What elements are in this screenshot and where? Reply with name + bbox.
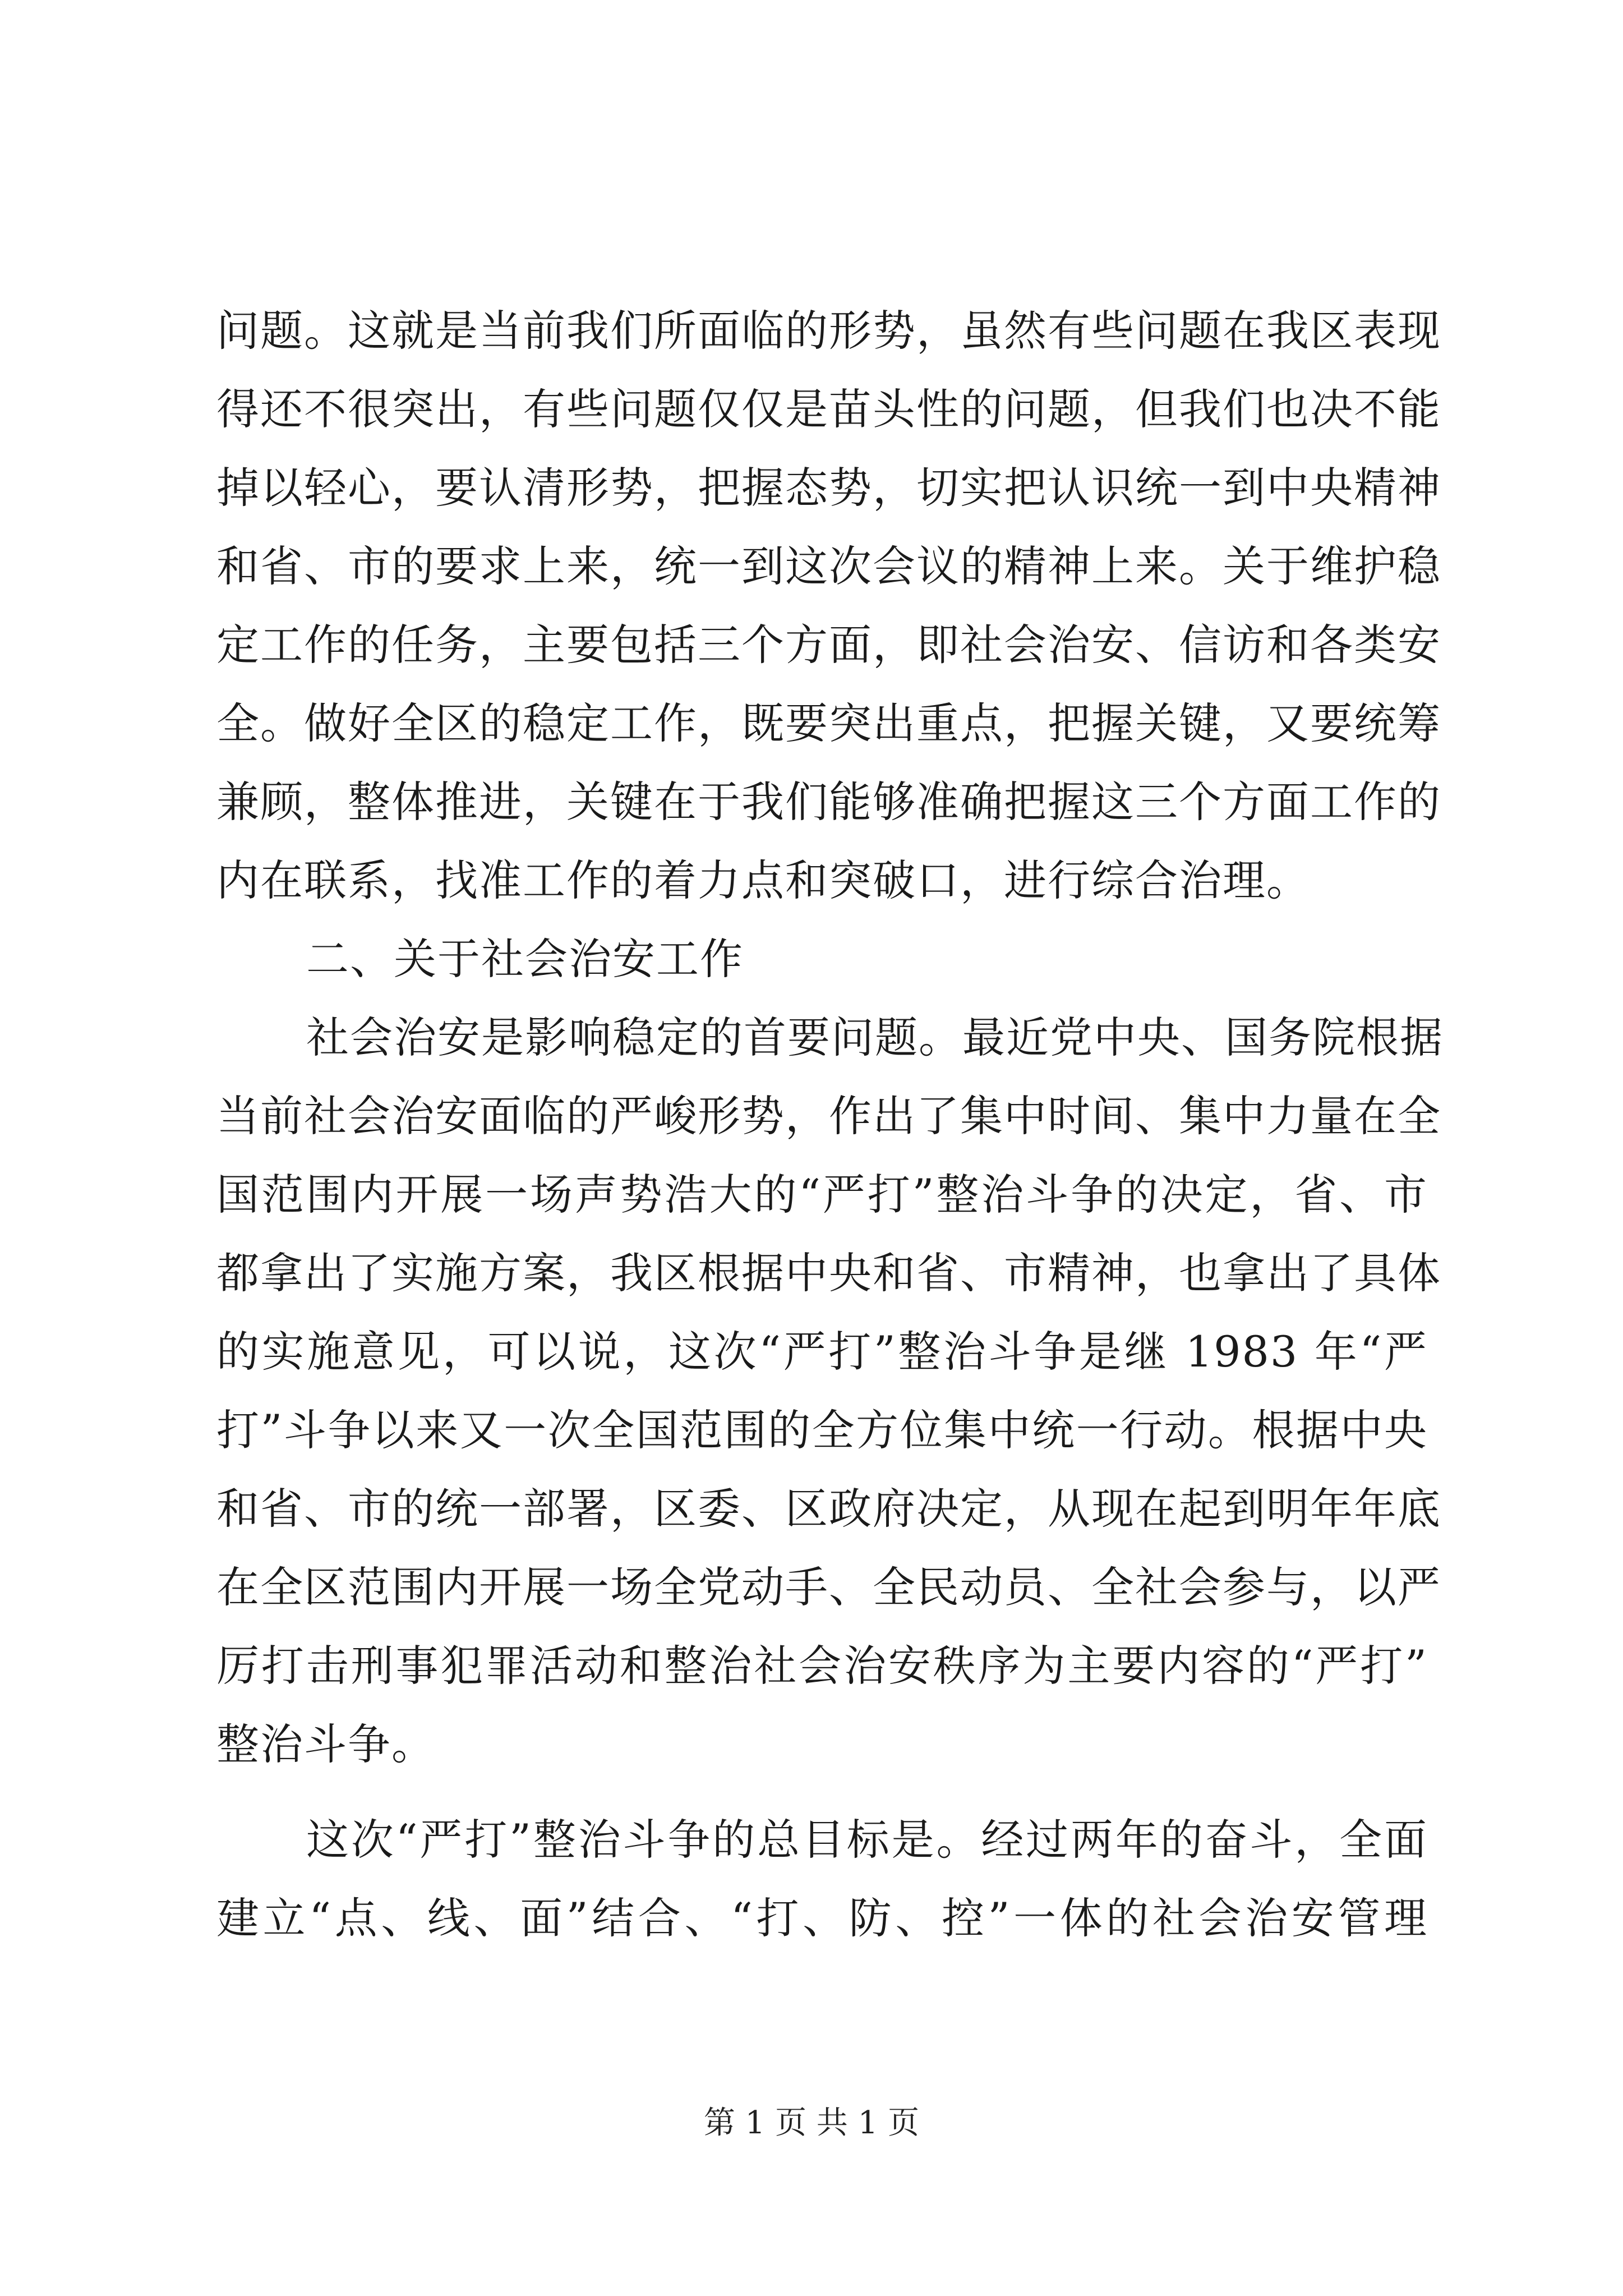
text-line: 当前社会治安面临的严峻形势，作出了集中时间、集中力量在全: [216, 1091, 1441, 1141]
text-line: 内在联系，找准工作的着力点和突破口，进行综合治理。: [216, 855, 1310, 905]
paragraph-gap: [216, 1784, 1428, 1801]
text-line: 全。做好全区的稳定工作，既要突出重点，把握关键，又要统筹: [216, 698, 1441, 748]
text-line: 和省、市的要求上来，统一到这次会议的精神上来。关于维护稳: [216, 541, 1441, 591]
text-line: 建立“点、线、面”结合、“打、防、控”一体的社会治安管理: [216, 1893, 1428, 1943]
text-line: 掉以轻心，要认清形势，把握态势，切实把认识统一到中央精神: [216, 463, 1441, 513]
text-line: 国范围内开展一场声势浩大的“严打”整治斗争的决定，省、市: [216, 1170, 1428, 1220]
text-line: 得还不很突出，有些问题仅仅是苗头性的问题，但我们也决不能: [216, 384, 1441, 434]
page-footer: 第 1 页 共 1 页: [703, 2105, 920, 2141]
text-line: 兼顾，整体推进，关键在于我们能够准确把握这三个方面工作的: [216, 777, 1441, 827]
text-line: 整治斗争。: [216, 1719, 435, 1769]
text-line: 在全区范围内开展一场全党动手、全民动员、全社会参与，以严: [216, 1562, 1441, 1612]
text-line: 都拿出了实施方案，我区根据中央和省、市精神，也拿出了具体: [216, 1248, 1441, 1298]
text-line: 厉打击刑事犯罪活动和整治社会治安秩序为主要内容的“严打”: [216, 1641, 1428, 1691]
text-line: 定工作的任务，主要包括三个方面，即社会治安、信访和各类安: [216, 620, 1441, 670]
paragraph-first-line: 社会治安是影响稳定的首要问题。最近党中央、国务院根据: [306, 1013, 1444, 1062]
text-line: 的实施意见，可以说，这次“严打”整治斗争是继 1983 年“严: [216, 1327, 1428, 1377]
text-line: 打”斗争以来又一次全国范围的全方位集中统一行动。根据中央: [216, 1405, 1428, 1455]
paragraph-first-line: 这次“严打”整治斗争的总目标是。经过两年的奋斗，全面: [306, 1815, 1428, 1865]
section-heading: 二、关于社会治安工作: [306, 934, 744, 984]
text-line: 问题。这就是当前我们所面临的形势，虽然有些问题在我区表现: [216, 306, 1441, 356]
text-line: 和省、市的统一部署，区委、区政府决定，从现在起到明年年底: [216, 1484, 1441, 1534]
document-body: [216, 292, 1444, 1958]
